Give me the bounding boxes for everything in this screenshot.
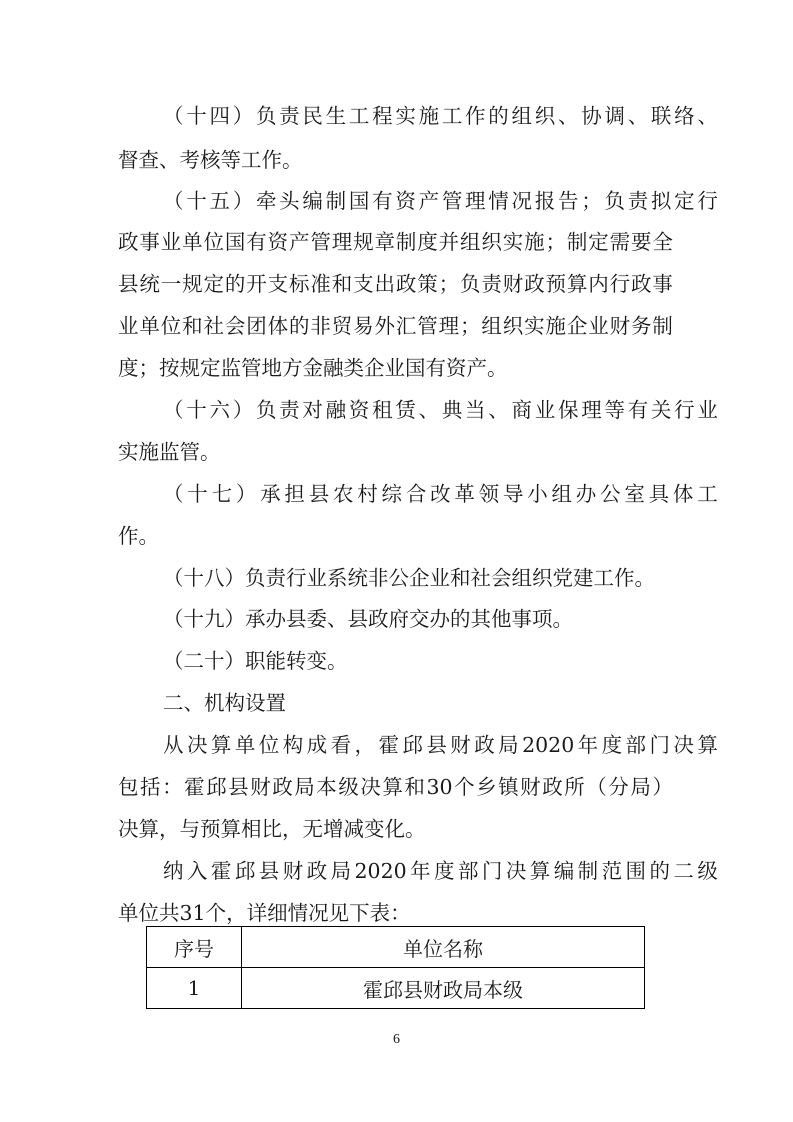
cell-index: 1 [147, 968, 242, 1009]
paragraph-16-line-2: 实施监管。 [118, 440, 221, 464]
table-row [147, 968, 645, 1009]
paragraph-19: （十九）承办县委、县政府交办的其他事项。 [163, 607, 573, 631]
paragraph-15-line-2: 政 事 业 单 位 国 有 资 产 管 理 规 章 制 度 并 组 织 实 施 ； 制 定 需 要 全 [118, 230, 673, 254]
paragraph-14-line-2: 督查、考核等工作。 [118, 148, 303, 172]
paragraph-17-line-2: 作。 [118, 524, 159, 548]
paragraph-15-line-3: 县 统 一 规 定 的 开 支 标 准 和 支 出 政 策 ； 负 责 财 政 预 算 内 行 政 事 [118, 272, 673, 296]
header-index: 序号 [147, 927, 242, 968]
paragraph-15-line-5: 度；按规定监管地方金融类企业国有资产。 [118, 356, 508, 380]
paragraph-18: （十八）负责行业系统非公企业和社会组织党建工作。 [163, 566, 655, 590]
scope-paragraph-line-2: 单位共31个，详细情况见下表： [118, 901, 411, 925]
cell-unit-name: 霍邱县财政局本级 [242, 968, 645, 1009]
section-heading: 二、机构设置 [163, 691, 286, 715]
paragraph-15-line-1: （ 十 五 ） 牵 头 编 制 国 有 资 产 管 理 情 况 报 告 ； 负 责 拟 定 行 [163, 189, 718, 213]
org-paragraph-line-2: 包 括 ： 霍 邱 县 财 政 局 本 级 决 算 和 30 个 乡 镇 财 政 所 （ 分 局 ） [118, 775, 673, 799]
paragraph-15-line-4: 业 单 位 和 社 会 团 体 的 非 贸 易 外 汇 管 理 ； 组 织 实 施 企 业 财 务 制 [118, 314, 673, 338]
org-paragraph-line-3: 决算，与预算相比，无增减变化。 [118, 817, 426, 841]
paragraph-16-line-1: （ 十 六 ） 负 责 对 融 资 租 赁 、 典 当 、 商 业 保 理 等 有 关 行 业 [163, 398, 718, 422]
paragraph-14-line-1: （ 十 四 ） 负 责 民 生 工 程 实 施 工 作 的 组 织 、 协 调 、 联 络 、 [163, 104, 718, 128]
paragraph-17-line-1: （ 十 七 ） 承 担 县 农 村 综 合 改 革 领 导 小 组 办 公 室 具 体 工 [163, 482, 718, 506]
units-table [146, 926, 645, 1009]
header-unit-name: 单位名称 [242, 927, 645, 968]
table-header-row [147, 927, 645, 968]
org-paragraph-line-1: 从 决 算 单 位 构 成 看 ， 霍 邱 县 财 政 局 2020 年 度 部 门 决 算 [163, 733, 718, 757]
page-number: 6 [393, 1032, 400, 1047]
scope-paragraph-line-1: 纳 入 霍 邱 县 财 政 局 2020 年 度 部 门 决 算 编 制 范 围 的 二 级 [163, 859, 718, 883]
paragraph-20: （二十）职能转变。 [163, 649, 348, 673]
